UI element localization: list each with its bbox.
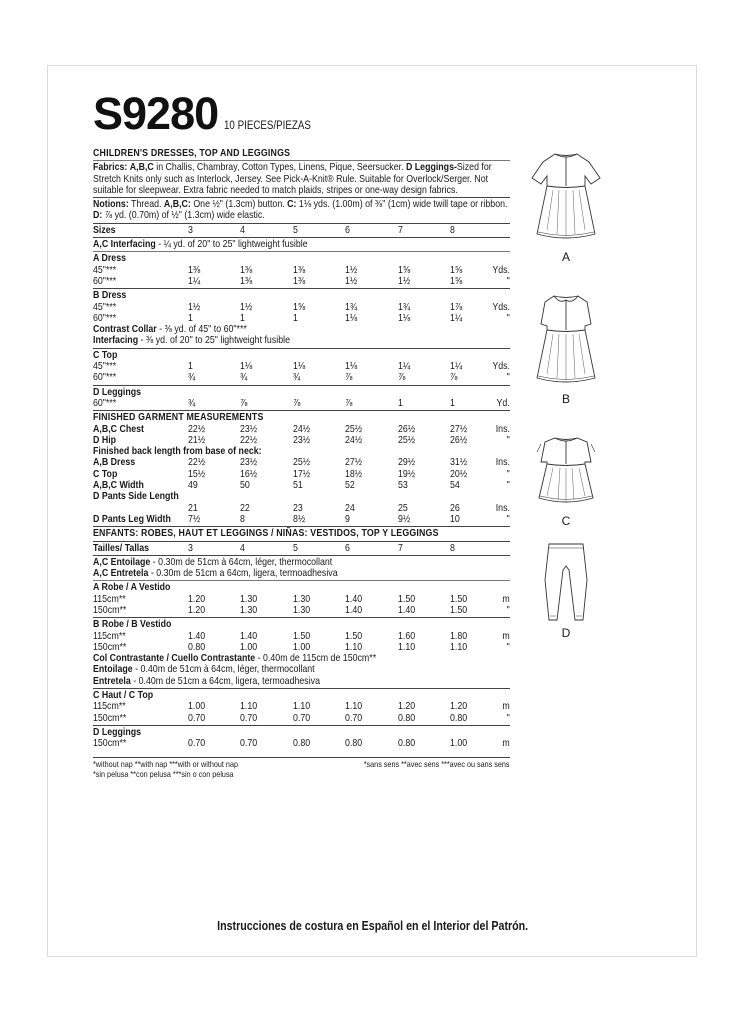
unit-cell: m	[502, 700, 510, 713]
contrast-collar-label: Contrast Collar	[93, 323, 157, 336]
dress-a-back-view-icon	[527, 148, 605, 248]
side-length-text: D Pants Side Length	[93, 490, 179, 503]
unit-cell: "	[506, 467, 510, 480]
value-cell: 1.20	[188, 592, 206, 605]
value-cell: 22½	[188, 456, 206, 469]
value-cell: 1	[293, 311, 298, 324]
notions-text: Thread.	[128, 198, 164, 211]
footnote-english: *without nap **with nap ***with or without nap	[93, 758, 238, 769]
unit-cell: "	[506, 640, 510, 653]
size-cell: 4	[240, 541, 245, 554]
value-cell: 1	[450, 396, 455, 409]
row-label: 150cm**	[93, 711, 127, 724]
c-haut-section	[93, 690, 510, 724]
section-label-row	[93, 387, 510, 398]
value-cell: 1.30	[293, 603, 311, 616]
notions-d-label: D:	[93, 209, 103, 222]
value-cell: 1.10	[398, 640, 416, 653]
value-cell: 1.40	[345, 592, 363, 605]
pattern-header	[93, 88, 326, 139]
value-cell: 1⅜	[188, 263, 201, 276]
english-section-title: CHILDREN'S DRESSES, TOP AND LEGGINGS	[93, 147, 291, 159]
value-cell: 1⅛	[240, 360, 253, 373]
row-label: 45"***	[93, 263, 117, 276]
tallas-label: Tailles/ Tallas	[93, 541, 150, 554]
row-label: A,B,C Chest	[93, 422, 144, 435]
value-cell: 23½	[240, 422, 258, 435]
instructions-note-text: Instrucciones de costura en Español en el Interior del Patrón.	[216, 918, 528, 933]
divider	[93, 725, 510, 726]
value-cell: 1.40	[240, 629, 258, 642]
spanish-section-title: ENFANTS: ROBES, HAUT ET LEGGINGS / NIÑAS: VESTIDOS, TOP Y LEGGINGS	[93, 527, 439, 540]
unit-cell: Ins.	[495, 422, 510, 435]
section-label: A Dress	[93, 252, 127, 265]
view-label: B	[561, 392, 570, 406]
value-cell: 25½	[345, 422, 363, 435]
divider	[93, 288, 510, 289]
footnotes	[93, 759, 510, 779]
table-row	[93, 738, 510, 749]
value-cell: 1.40	[398, 603, 416, 616]
value-cell: 1⅝	[293, 300, 306, 313]
fabrics-paragraph	[93, 162, 510, 196]
value-cell: 26½	[398, 422, 416, 435]
value-cell: 16½	[240, 467, 258, 480]
view-label: A	[561, 250, 570, 264]
size-cell: 8	[450, 223, 455, 236]
b-robe-section	[93, 619, 510, 653]
unit-cell: "	[506, 311, 510, 324]
row-label: 45"***	[93, 360, 117, 373]
value-cell: 1.00	[450, 737, 468, 750]
size-cell: 8	[450, 541, 455, 554]
divider	[93, 223, 510, 224]
row-label: D Hip	[93, 433, 117, 446]
value-cell: 54	[450, 479, 460, 492]
value-cell: 0.80	[188, 640, 206, 653]
value-cell: ¾	[188, 396, 196, 409]
unit-cell: m	[502, 629, 510, 642]
value-cell: 22½	[240, 433, 258, 446]
unit-cell: Ins.	[495, 456, 510, 469]
notions-text: 1⅛ yds. (1.00m) of ⅜" (1cm) wide twill tape or ribbon.	[296, 198, 508, 211]
value-cell: ⅞	[293, 396, 301, 409]
value-cell: 26½	[450, 433, 468, 446]
row-label: 150cm**	[93, 737, 127, 750]
value-cell: 0.70	[188, 737, 206, 750]
b-dress-section	[93, 290, 510, 324]
top-c-back-view-icon	[527, 432, 605, 512]
unit-cell: "	[506, 512, 510, 525]
value-cell: ¾	[293, 371, 301, 384]
value-cell: 1.40	[188, 629, 206, 642]
row-label: 115cm**	[93, 700, 126, 713]
value-cell: 10	[450, 512, 460, 525]
value-cell: 0.80	[450, 711, 468, 724]
section-label: A Robe / A Vestido	[93, 581, 171, 594]
entoilage-text: - 0.30m de 51cm à 64cm, léger, thermocollant	[150, 555, 333, 568]
unit-cell: Yd.	[496, 396, 510, 409]
value-cell: 21	[188, 501, 198, 514]
notions-paragraph	[93, 199, 510, 222]
b-entretela-text: - 0.40m de 51cm a 64cm, ligera, termoadhesiva	[130, 674, 320, 687]
value-cell: 24½	[345, 433, 363, 446]
fabrics-label: Fabrics:	[93, 161, 128, 174]
value-cell: 1⅜	[240, 274, 253, 287]
b-entretela-line	[93, 676, 510, 687]
value-cell: 1⅛	[345, 360, 358, 373]
b-entoilage-label: Entoilage	[93, 663, 133, 676]
value-cell: 1⅝	[398, 263, 411, 276]
pattern-number: S9280	[93, 88, 219, 139]
table-row	[93, 713, 510, 724]
value-cell: ⅞	[240, 396, 248, 409]
value-cell: 51	[293, 479, 303, 492]
row-label: 150cm**	[93, 603, 127, 616]
value-cell: 1	[240, 311, 245, 324]
value-cell: 49	[188, 479, 198, 492]
divider	[93, 688, 510, 689]
value-cell: 0.70	[293, 711, 311, 724]
col-label: Col Contrastante / Cuello Contrastante	[93, 652, 256, 665]
value-cell: 0.80	[293, 737, 311, 750]
b-entretela-label: Entretela	[93, 674, 131, 687]
interfacing-label: Interfacing	[93, 334, 139, 347]
tallas-row	[93, 543, 510, 554]
view-a	[527, 148, 605, 264]
row-label: 60"***	[93, 311, 117, 324]
value-cell: 1.10	[345, 640, 363, 653]
unit-cell: "	[506, 603, 510, 616]
value-cell: 22½	[188, 422, 206, 435]
value-cell: 1.10	[240, 700, 258, 713]
row-label: 60"***	[93, 396, 117, 409]
table-row	[93, 398, 510, 409]
entretela-label: A,C Entretela	[93, 567, 149, 580]
fabrics-text: in Challis, Chambray, Cotton Types, Linens, Pique, Seersucker.	[153, 161, 406, 174]
section-label: C Haut / C Top	[93, 689, 154, 702]
value-cell: 0.80	[345, 737, 363, 750]
size-cell: 7	[398, 223, 403, 236]
value-cell: 1⅝	[450, 274, 463, 287]
value-cell: 1½	[240, 300, 253, 313]
view-label: C	[561, 514, 571, 528]
view-d	[527, 540, 605, 640]
table-row	[93, 372, 510, 383]
table-row	[93, 605, 510, 616]
fabrics-views: A,B,C	[129, 161, 154, 174]
value-cell: 18½	[345, 467, 363, 480]
table-row	[93, 276, 510, 287]
measurements-title: FINISHED GARMENT MEASUREMENTS	[93, 411, 264, 424]
value-cell: 25½	[398, 433, 416, 446]
value-cell: 1½	[345, 263, 358, 276]
col-text: - 0.40m de 115cm de 150cm**	[255, 652, 377, 665]
value-cell: 8½	[293, 512, 306, 525]
section-label: D Leggings	[93, 725, 142, 738]
section-label: D Leggings	[93, 385, 142, 398]
unit-cell: "	[506, 433, 510, 446]
value-cell: 1.10	[293, 700, 311, 713]
value-cell: 1½	[398, 274, 411, 287]
contrast-collar-text: - ⅜ yd. of 45" to 60"***	[156, 323, 247, 336]
value-cell: 29½	[398, 456, 416, 469]
value-cell: 1.50	[293, 629, 311, 642]
value-cell: 1.30	[293, 592, 311, 605]
value-cell: 9	[345, 512, 350, 525]
value-cell: 1¼	[188, 274, 201, 287]
value-cell: 1.00	[293, 640, 311, 653]
value-cell: ⅞	[345, 371, 353, 384]
dress-b-back-view-icon	[527, 290, 605, 390]
notions-c-label: C:	[287, 198, 297, 211]
value-cell: 1.00	[188, 700, 206, 713]
value-cell: 1.30	[240, 603, 258, 616]
pieces-count: 10 PIECES/PIEZAS	[224, 120, 312, 132]
value-cell: 1.50	[450, 592, 468, 605]
size-cell: 3	[188, 223, 193, 236]
d-leggings-section	[93, 387, 510, 410]
unit-cell: m	[502, 737, 510, 750]
value-cell: 17½	[293, 467, 311, 480]
row-label: D Pants Leg Width	[93, 512, 171, 525]
value-cell: 31½	[450, 456, 468, 469]
value-cell: ¾	[240, 371, 248, 384]
value-cell: 1	[188, 360, 193, 373]
divider	[93, 385, 510, 386]
value-cell: 1.30	[240, 592, 258, 605]
footnote-french: *sans sens **avec sens ***avec ou sans sens	[364, 758, 510, 769]
divider	[93, 757, 510, 758]
value-cell: 23½	[293, 433, 311, 446]
value-cell: 24	[345, 501, 355, 514]
value-cell: 8	[240, 512, 245, 525]
value-cell: 15½	[188, 467, 206, 480]
a-robe-section	[93, 582, 510, 616]
value-cell: 0.70	[188, 711, 206, 724]
value-cell: 0.70	[345, 711, 363, 724]
value-cell: 1.80	[450, 629, 468, 642]
unit-cell: Ins.	[495, 501, 510, 514]
table-row	[93, 302, 510, 313]
value-cell: 24½	[293, 422, 311, 435]
value-cell: 1½	[345, 274, 358, 287]
divider	[93, 251, 510, 252]
value-cell: 9½	[398, 512, 411, 525]
footnote-spanish: *sin pelusa **con pelusa ***sin o con pelusa	[93, 768, 234, 779]
value-cell: 1	[188, 311, 193, 324]
value-cell: 52	[345, 479, 355, 492]
sizes-row	[93, 225, 510, 236]
value-cell: 22	[240, 501, 250, 514]
value-cell: 1.20	[450, 700, 468, 713]
view-c	[527, 432, 605, 528]
value-cell: 1⅞	[450, 300, 463, 313]
divider	[93, 348, 510, 349]
unit-cell: "	[506, 479, 510, 492]
value-cell: 23	[293, 501, 303, 514]
fabrics-d-label: D Leggings-	[405, 161, 457, 174]
value-cell: 1¾	[398, 300, 411, 313]
value-cell: 1.00	[240, 640, 258, 653]
notions-abc-label: A,B,C:	[163, 198, 191, 211]
value-cell: 23½	[240, 456, 258, 469]
yardage-chart	[93, 148, 510, 779]
value-cell: 1⅛	[293, 360, 306, 373]
fabrics-d-text: Sized for Stretch Knits only such as Interlock, Jersey. See Pick-A-Knit® Rule. Suitable for Overlock/Serger. Not suitable for sleepwear. Extra fabric needed to match plaids, stripes or one-way design fabrics.	[93, 161, 492, 196]
view-b	[527, 290, 605, 406]
table-row	[93, 361, 510, 372]
ac-interfacing-line	[93, 239, 510, 250]
interfacing-text: - ⅜ yd. of 20" to 25" lightweight fusible	[138, 334, 290, 347]
value-cell: 1¼	[398, 360, 411, 373]
entoilage-label: A,C Entoilage	[93, 555, 151, 568]
notions-label: Notions:	[93, 198, 129, 211]
value-cell: ⅞	[345, 396, 353, 409]
value-cell: 26	[450, 501, 460, 514]
ac-interfacing-label: A,C Interfacing	[93, 238, 156, 251]
row-label: 45"***	[93, 300, 117, 313]
value-cell: 1.10	[345, 700, 363, 713]
entretela-line	[93, 568, 510, 579]
row-label: A,B,C Width	[93, 479, 144, 492]
row-label: 60"***	[93, 371, 117, 384]
spanish-instructions-note	[0, 918, 745, 933]
leggings-d-back-view-icon	[527, 540, 605, 624]
value-cell: 0.80	[398, 737, 416, 750]
value-cell: 0.70	[240, 711, 258, 724]
interfacing-line	[93, 335, 510, 346]
value-cell: ⅞	[398, 371, 406, 384]
value-cell: 1.50	[398, 592, 416, 605]
value-cell: 1.40	[345, 603, 363, 616]
value-cell: 0.80	[398, 711, 416, 724]
value-cell: 27½	[345, 456, 363, 469]
row-label: A,B Dress	[93, 456, 136, 469]
unit-cell: "	[506, 371, 510, 384]
value-cell: 1¼	[450, 311, 463, 324]
notions-text: ⅞ yd. (0.70m) of ½" (1.3cm) wide elastic.	[102, 209, 265, 222]
value-cell: 27½	[450, 422, 468, 435]
value-cell: 21½	[188, 433, 206, 446]
value-cell: 50	[240, 479, 250, 492]
size-cell: 7	[398, 541, 403, 554]
value-cell: 1.50	[450, 603, 468, 616]
size-cell: 3	[188, 541, 193, 554]
section-label: C Top	[93, 348, 118, 361]
value-cell: 25½	[293, 456, 311, 469]
view-label: D	[561, 626, 571, 640]
size-cell: 6	[345, 223, 350, 236]
unit-cell: Yds.	[492, 300, 510, 313]
c-top-section	[93, 350, 510, 384]
row-label: 115cm**	[93, 592, 126, 605]
a-dress-section	[93, 253, 510, 287]
unit-cell: "	[506, 274, 510, 287]
ac-interfacing-text: - ¼ yd. of 20" to 25" lightweight fusible	[155, 238, 308, 251]
value-cell: 1¼	[450, 360, 463, 373]
value-cell: 19½	[398, 467, 416, 480]
size-cell: 5	[293, 223, 298, 236]
unit-cell: Yds.	[492, 263, 510, 276]
value-cell: 1	[398, 396, 403, 409]
sizes-label: Sizes	[93, 223, 116, 236]
value-cell: 1⅝	[450, 263, 463, 276]
unit-cell: m	[502, 592, 510, 605]
d-leggings-metric-section	[93, 727, 510, 750]
value-cell: 1⅜	[293, 274, 306, 287]
unit-cell: Yds.	[492, 360, 510, 373]
back-length-text: Finished back length from base of neck:	[93, 445, 262, 458]
leg-width-row	[93, 514, 510, 525]
value-cell: 20½	[450, 467, 468, 480]
row-label: 115cm**	[93, 629, 126, 642]
row-label: C Top	[93, 467, 118, 480]
value-cell: ¾	[188, 371, 196, 384]
value-cell: 0.70	[240, 737, 258, 750]
value-cell: 1⅛	[345, 311, 358, 324]
value-cell: 25	[398, 501, 408, 514]
table-row	[93, 514, 510, 525]
value-cell: 1.10	[450, 640, 468, 653]
value-cell: ⅞	[450, 371, 458, 384]
section-label: B Dress	[93, 289, 127, 302]
value-cell: 1½	[188, 300, 201, 313]
value-cell: 7½	[188, 512, 201, 525]
value-cell: 1.20	[398, 700, 416, 713]
value-cell: 1.50	[345, 629, 363, 642]
value-cell: 1⅜	[240, 263, 253, 276]
size-cell: 5	[293, 541, 298, 554]
size-cell: 6	[345, 541, 350, 554]
value-cell: 1¾	[345, 300, 358, 313]
value-cell: 1⅜	[293, 263, 306, 276]
value-cell: 1.60	[398, 629, 416, 642]
section-label: B Robe / B Vestido	[93, 618, 172, 631]
row-label: 60"***	[93, 274, 117, 287]
entretela-text: - 0.30m de 51cm a 64cm, ligera, termoadhesiva	[148, 567, 338, 580]
divider	[93, 541, 510, 542]
value-cell: 1.20	[188, 603, 206, 616]
value-cell: 53	[398, 479, 408, 492]
size-cell: 4	[240, 223, 245, 236]
value-cell: 1⅛	[398, 311, 411, 324]
row-label: 150cm**	[93, 640, 127, 653]
notions-text: One ½" (1.3cm) button.	[190, 198, 288, 211]
unit-cell: "	[506, 711, 510, 724]
b-entoilage-text: - 0.40m de 51cm à 64cm, léger, thermocollant	[132, 663, 315, 676]
